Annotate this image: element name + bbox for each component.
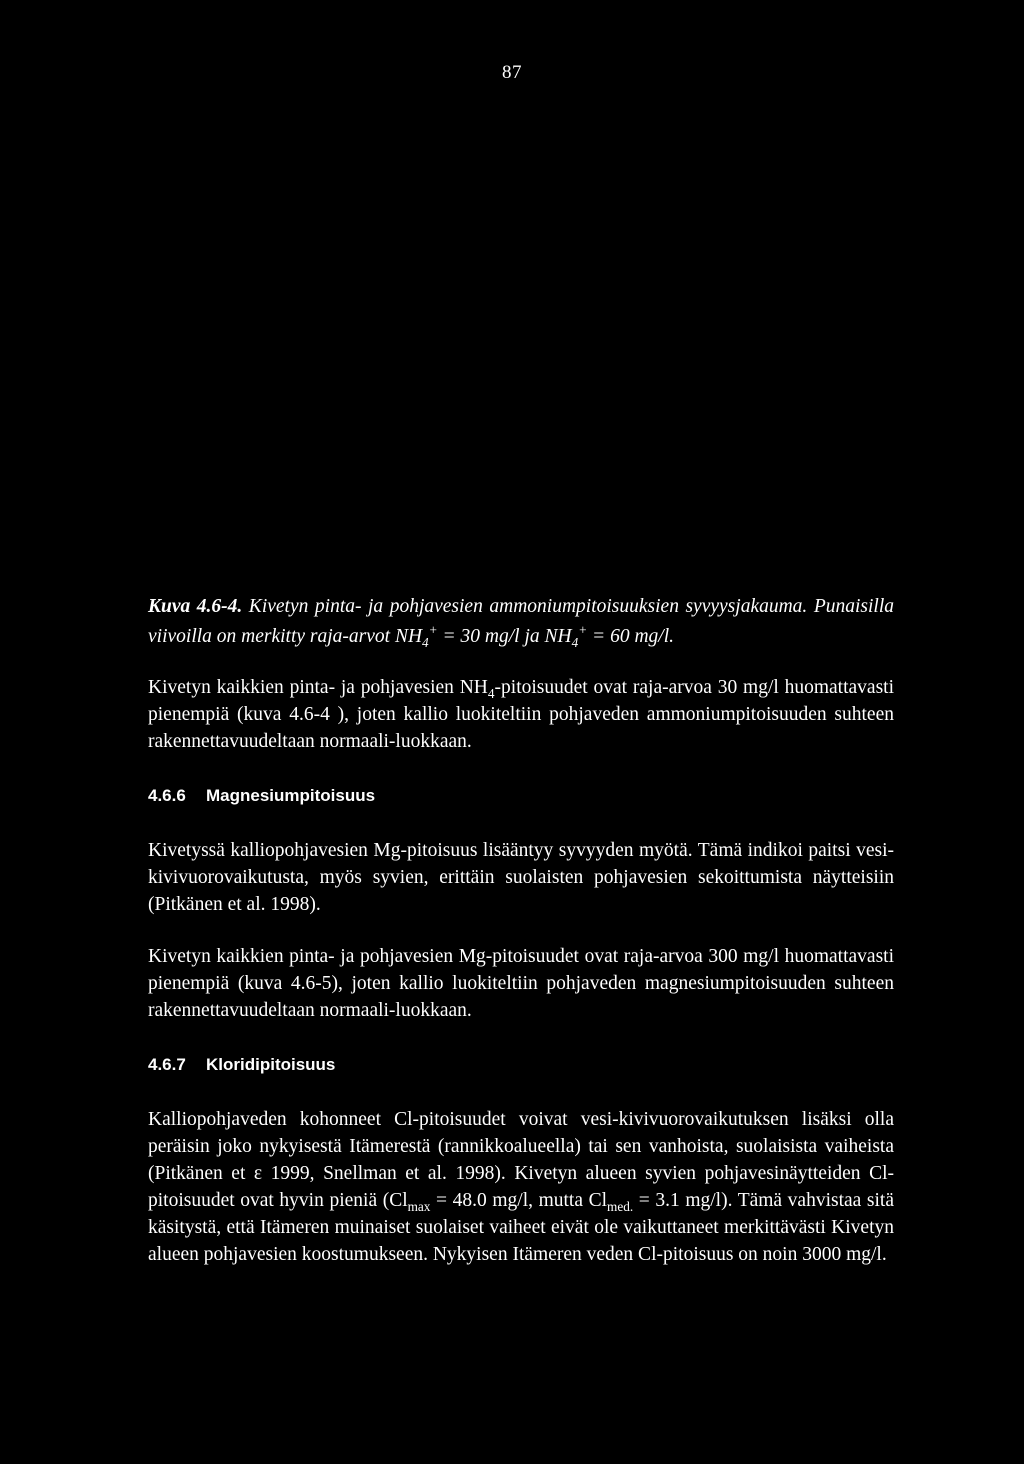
section-heading-magnesium — [148, 784, 894, 808]
figure-caption-superscript: + — [428, 622, 438, 638]
figure-caption-label: Kuva 4.6-4. — [148, 596, 243, 617]
paragraph-ammonium-a: Kivetyn kaikkien pinta- ja pohjavesien NH — [148, 677, 488, 698]
paragraph-ammonium — [148, 674, 894, 755]
figure-caption-subscript: 4 — [422, 634, 429, 650]
paragraph-chloride-b: = 48.0 mg/l, mutta Cl — [430, 1190, 608, 1211]
paragraph-chloride-c: = 3.1 mg/l). Tämä vahvistaa sitä käsitystä, että Itämeren muinaiset suolaiset vaiheet eivät ole vaikuttaneet merkittävästi Kivetyn alueen pohjavesien koostumukseen. Nykyisen Itämeren veden Cl-pitoisuus on noin 3000 mg/l. — [148, 1190, 895, 1265]
section-number-chloride: 4.6.7 — [148, 1055, 186, 1074]
page-content — [148, 592, 894, 1268]
figure-caption-text-b: = 30 mg/l ja NH — [437, 626, 572, 647]
figure-caption-subscript-2: 4 — [571, 634, 579, 650]
subscript-med: med. — [607, 1198, 634, 1214]
section-title-magnesium: Magnesiumpitoisuus — [206, 786, 376, 805]
figure-caption-superscript-2: + — [578, 622, 588, 638]
figure-caption-text-a: Kivetyn pinta- ja pohjavesien ammoniumpitoisuuksien syvyysjakauma. Punaisilla viivoilla on merkitty raja-arvot NH — [148, 596, 895, 647]
subscript-max: max — [407, 1198, 431, 1214]
paragraph-magnesium-2: Kivetyn kaikkien pinta- ja pohjavesien Mg-pitoisuudet ovat raja-arvoa 300 mg/l huomattavasti pienempiä (kuva 4.6-5), joten kallio luokiteltiin pohjaveden magnesiumpitoisuuden suhteen rakennettavuudeltaan normaali-luokkaan. — [148, 946, 894, 1021]
figure-caption — [148, 592, 894, 652]
paragraph-ammonium-b: -pitoisuudet ovat raja-arvoa 30 mg/l huomattavasti pienempiä (kuva 4.6-4 ), joten kallio luokiteltiin pohjaveden ammoniumpitoisuuden suhteen rakennettavuudeltaan normaali-luokkaan. — [148, 677, 894, 752]
paragraph-ammonium-subscript: 4 — [487, 685, 495, 701]
paragraph-magnesium-1: Kivetyssä kalliopohjavesien Mg-pitoisuus lisääntyy syvyyden myötä. Tämä indikoi paitsi vesi-kivivuorovaikutusta, myös syvien, erittäin suolaisten pohjavesien sekoittumista näytteisiin (Pitkänen et al. 1998). — [148, 840, 894, 915]
section-number-magnesium: 4.6.6 — [148, 786, 186, 805]
section-title-chloride: Kloridipitoisuus — [206, 1055, 336, 1074]
figure-caption-text-c: = 60 mg/l. — [587, 626, 674, 647]
page-number: 87 — [502, 62, 522, 83]
paragraph-chloride — [148, 1106, 894, 1268]
section-heading-chloride — [148, 1053, 894, 1077]
paragraph-chloride-a: Kalliopohjaveden kohonneet Cl-pitoisuudet voivat vesi-kivivuorovaikutuksen lisäksi olla peräisin joko nykyisestä Itämerestä (rannikkoalueella) tai sen vanhoista, suolaisista vaiheista (Pitkänen et ε 1999, Snellman et al. 1998). Kivetyn alueen syvien pohjavesinäytteiden Cl-pitoisuudet ovat hyvin pieniä (Cl — [148, 1109, 894, 1211]
